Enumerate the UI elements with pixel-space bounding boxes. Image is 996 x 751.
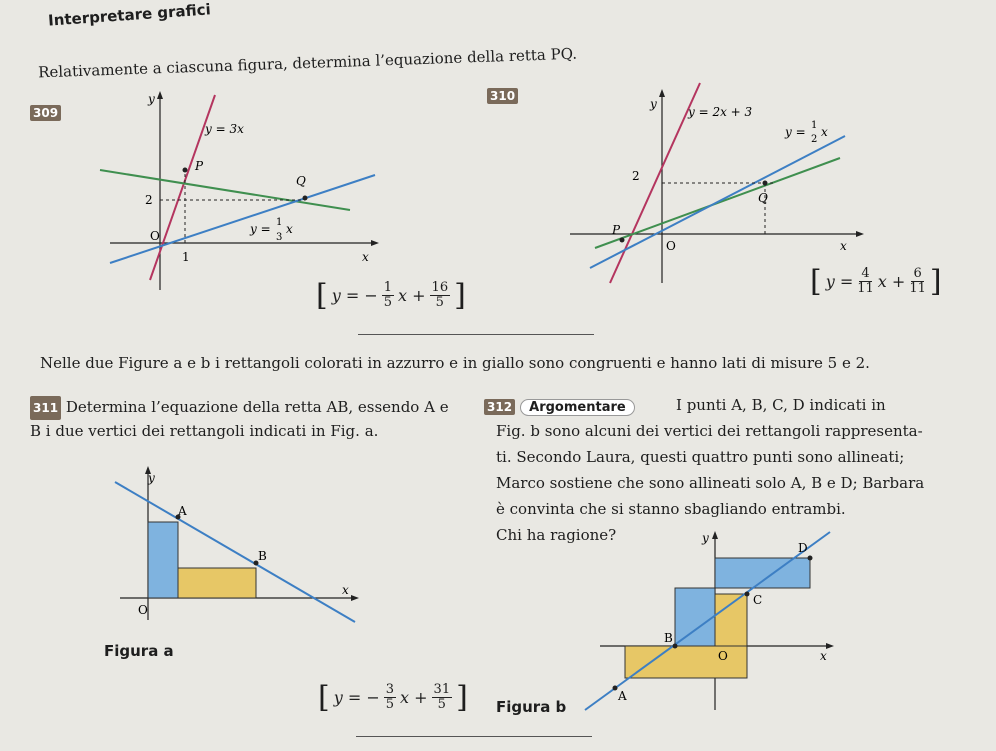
figure-b bbox=[580, 530, 840, 720]
point-B-label-b: B bbox=[664, 631, 673, 645]
point-A-label: A bbox=[178, 504, 187, 518]
point-Q-label-310: Q bbox=[758, 191, 768, 205]
line-label-310-b: y = bbox=[785, 125, 806, 139]
line-310-shallow bbox=[590, 136, 845, 268]
answer-line-311 bbox=[356, 736, 592, 737]
origin-label-310: O bbox=[666, 239, 676, 253]
point-P-label-310: P bbox=[612, 223, 621, 237]
answer-309: [ y = − $\frac{1}{5}$ x + $\frac{16}{5}$ ] bbox=[316, 278, 466, 313]
line-label-310-b-num: 1 bbox=[811, 120, 818, 131]
figure-309 bbox=[100, 85, 390, 300]
exercise-312-line-5: Chi ha ragione? bbox=[496, 526, 617, 544]
shared-paragraph: Nelle due Figure a e b i rettangoli colorati in azzurro e in giallo sono congruenti e hanno lati di misure 5 e 2. bbox=[40, 354, 870, 372]
line-label-310-a: y = 2x + 3 bbox=[688, 105, 753, 119]
line-abcd bbox=[585, 532, 830, 710]
line-label-309-b: y = bbox=[250, 222, 271, 236]
axis-x-label-a: x bbox=[342, 583, 349, 597]
origin-label: O bbox=[150, 229, 160, 243]
answer-311: [ y = − $\frac{3}{5}$ x + $\frac{31}{5}$ ] bbox=[318, 680, 468, 715]
answer-310: [ y = $\frac{4}{11}$ x + $\frac{6}{11}$ ] bbox=[810, 264, 942, 299]
axis-x-label-b: x bbox=[820, 649, 827, 663]
exercise-312-line-4: è convinta che si stanno sbagliando entrambi. bbox=[496, 500, 846, 518]
exercise-311-number: 311 bbox=[30, 396, 61, 420]
line-309-shallow bbox=[110, 175, 375, 263]
line-label-309-b-x: x bbox=[286, 222, 293, 236]
point-C-label-b: C bbox=[753, 593, 763, 607]
point-A-label-b: A bbox=[618, 689, 627, 703]
line-309-pq bbox=[100, 170, 350, 210]
exercise-312-line-0: I punti A, B, C, D indicati in bbox=[676, 396, 886, 414]
caption-figure-a: Figura a bbox=[104, 642, 174, 660]
figure-310 bbox=[570, 78, 870, 293]
point-Q-label: Q bbox=[296, 174, 306, 188]
caption-figure-b: Figura b bbox=[496, 698, 567, 716]
axis-x-label-310: x bbox=[840, 239, 847, 253]
origin-label-b: O bbox=[718, 649, 728, 663]
tick-1-label: 1 bbox=[182, 250, 190, 264]
line-label-310-b-x: x bbox=[821, 125, 828, 139]
line-label-310-b-den: 2 bbox=[811, 134, 818, 145]
figure-a bbox=[110, 460, 370, 630]
exercise-310-number: 310 bbox=[487, 85, 518, 104]
intro-text: Relativamente a ciascuna figura, determina l’equazione della retta PQ. bbox=[37, 44, 578, 82]
tick-2-label-310: 2 bbox=[632, 169, 640, 183]
point-D-label-b: D bbox=[798, 541, 808, 555]
exercise-311-text: 311 Determina l’equazione della retta AB, essendo A e B i due vertici dei rettangoli indicati in Fig. a. bbox=[30, 398, 449, 440]
answer-line-309 bbox=[358, 334, 594, 335]
axis-y-label: y bbox=[148, 92, 155, 106]
exercise-312-number: 312 bbox=[484, 399, 515, 415]
line-label-309-b-num: 1 bbox=[276, 217, 283, 228]
point-B-label: B bbox=[258, 549, 267, 563]
point-P-label: P bbox=[195, 159, 204, 173]
tick-2-label: 2 bbox=[145, 193, 153, 207]
axis-y-label-b: y bbox=[702, 531, 709, 545]
axis-y-label-a: y bbox=[148, 471, 155, 485]
badge-argomentare: Argomentare bbox=[520, 399, 635, 416]
exercise-312-line-2: ti. Secondo Laura, questi quattro punti sono allineati; bbox=[496, 448, 905, 466]
line-label-309-a: y = 3x bbox=[205, 122, 244, 136]
section-title: Interpretare grafici bbox=[47, 0, 212, 30]
exercise-309-number: 309 bbox=[30, 102, 61, 121]
exercise-312-header bbox=[484, 396, 635, 416]
exercise-312-line-3: Marco sostiene che sono allineati solo A, B e D; Barbara bbox=[496, 474, 925, 492]
exercise-312-line-1: Fig. b sono alcuni dei vertici dei rettangoli rappresenta- bbox=[496, 422, 923, 440]
origin-label-a: O bbox=[138, 603, 148, 617]
axis-x-label: x bbox=[362, 250, 369, 264]
axis-y-label-310: y bbox=[650, 97, 657, 111]
line-label-309-b-den: 3 bbox=[276, 232, 283, 243]
